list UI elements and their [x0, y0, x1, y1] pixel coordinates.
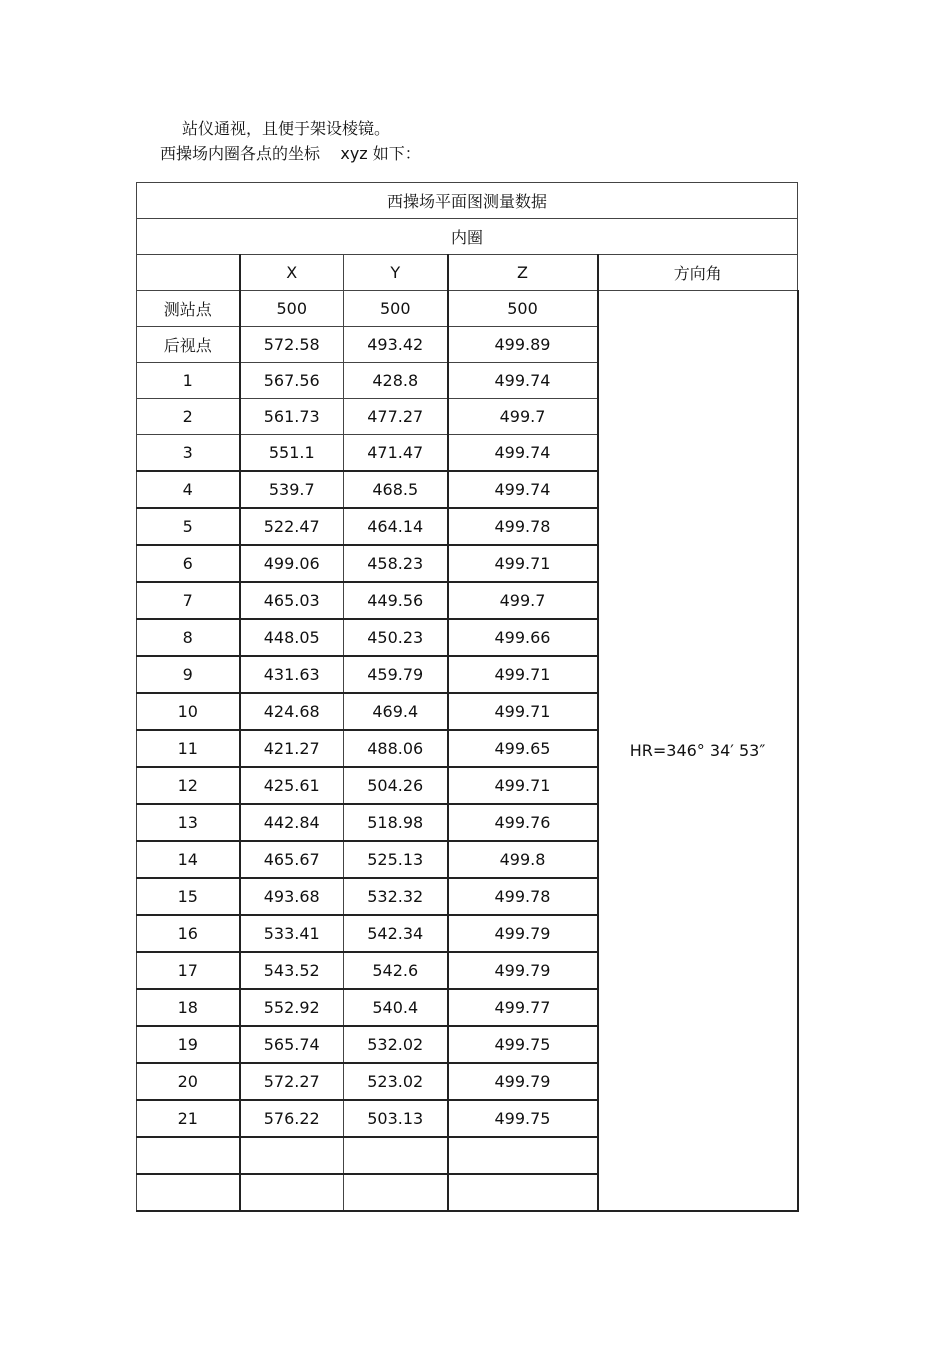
point-label-cell: 18: [137, 989, 240, 1026]
coordinate-cell: [448, 1137, 598, 1174]
table-title: 西操场平面图测量数据: [137, 183, 798, 219]
coordinate-cell: 499.74: [448, 471, 598, 508]
point-label-cell: 7: [137, 582, 240, 619]
coordinate-cell: 421.27: [240, 730, 344, 767]
bearing-cell: HR=346° 34′ 53″: [598, 291, 798, 1212]
point-label-cell: 9: [137, 656, 240, 693]
point-label-cell: 13: [137, 804, 240, 841]
coordinate-cell: 425.61: [240, 767, 344, 804]
coordinate-cell: 450.23: [344, 619, 448, 656]
coordinate-cell: 469.4: [344, 693, 448, 730]
coordinate-cell: 499.77: [448, 989, 598, 1026]
coordinate-cell: 499.8: [448, 841, 598, 878]
coordinate-cell: 518.98: [344, 804, 448, 841]
coordinate-cell: 499.7: [448, 399, 598, 435]
coordinate-cell: 464.14: [344, 508, 448, 545]
coordinate-cell: 499.74: [448, 435, 598, 472]
coordinate-cell: 499.78: [448, 508, 598, 545]
coordinate-cell: 499.65: [448, 730, 598, 767]
coordinate-cell: 522.47: [240, 508, 344, 545]
coordinate-cell: 543.52: [240, 952, 344, 989]
coordinate-cell: 525.13: [344, 841, 448, 878]
coordinate-cell: 499.74: [448, 363, 598, 399]
coordinate-cell: [240, 1137, 344, 1174]
coordinate-cell: 500: [448, 291, 598, 327]
point-label-cell: 21: [137, 1100, 240, 1137]
coordinate-cell: 542.34: [344, 915, 448, 952]
table-row: [137, 291, 798, 327]
coordinate-cell: [240, 1174, 344, 1211]
point-label-cell: 10: [137, 693, 240, 730]
header-cell: Y: [344, 255, 448, 291]
coordinate-cell: 468.5: [344, 471, 448, 508]
header-cell: [137, 255, 240, 291]
coordinate-cell: [344, 1174, 448, 1211]
coordinate-cell: 499.76: [448, 804, 598, 841]
coordinate-cell: 499.78: [448, 878, 598, 915]
coordinate-cell: 504.26: [344, 767, 448, 804]
point-label-cell: 测站点: [137, 291, 240, 327]
coordinate-cell: 448.05: [240, 619, 344, 656]
coordinate-cell: 551.1: [240, 435, 344, 472]
coordinate-cell: 499.66: [448, 619, 598, 656]
coordinate-cell: 499.06: [240, 545, 344, 582]
coordinate-cell: 533.41: [240, 915, 344, 952]
point-label-cell: 8: [137, 619, 240, 656]
point-label-cell: 2: [137, 399, 240, 435]
coordinate-cell: 424.68: [240, 693, 344, 730]
coordinate-cell: 552.92: [240, 989, 344, 1026]
point-label-cell: 后视点: [137, 327, 240, 363]
coordinate-cell: 565.74: [240, 1026, 344, 1063]
coordinate-cell: 499.89: [448, 327, 598, 363]
header-cell: Z: [448, 255, 598, 291]
coordinate-cell: 499.79: [448, 915, 598, 952]
coordinate-cell: 539.7: [240, 471, 344, 508]
point-label-cell: 14: [137, 841, 240, 878]
coordinate-cell: 499.71: [448, 767, 598, 804]
point-label-cell: 3: [137, 435, 240, 472]
point-label-cell: 15: [137, 878, 240, 915]
point-label-cell: 5: [137, 508, 240, 545]
point-label-cell: 11: [137, 730, 240, 767]
coordinate-cell: 493.68: [240, 878, 344, 915]
coordinate-cell: 499.71: [448, 693, 598, 730]
table-subtitle: 内圈: [137, 219, 798, 255]
point-label-cell: [137, 1174, 240, 1211]
point-label-cell: 17: [137, 952, 240, 989]
point-label-cell: 6: [137, 545, 240, 582]
coordinate-cell: 449.56: [344, 582, 448, 619]
point-label-cell: 19: [137, 1026, 240, 1063]
coordinate-cell: 428.8: [344, 363, 448, 399]
coordinate-cell: 471.47: [344, 435, 448, 472]
coordinate-cell: 572.27: [240, 1063, 344, 1100]
coordinate-cell: 477.27: [344, 399, 448, 435]
coordinate-cell: 523.02: [344, 1063, 448, 1100]
coordinate-cell: 503.13: [344, 1100, 448, 1137]
coordinate-cell: 561.73: [240, 399, 344, 435]
point-label-cell: 16: [137, 915, 240, 952]
coordinate-cell: 493.42: [344, 327, 448, 363]
coordinate-cell: 532.02: [344, 1026, 448, 1063]
point-label-cell: 20: [137, 1063, 240, 1100]
point-label-cell: 1: [137, 363, 240, 399]
survey-data-table: [136, 182, 799, 1212]
coordinate-cell: 459.79: [344, 656, 448, 693]
coordinate-cell: 572.58: [240, 327, 344, 363]
coordinate-cell: 499.7: [448, 582, 598, 619]
coordinate-cell: 442.84: [240, 804, 344, 841]
coordinate-cell: [448, 1174, 598, 1211]
coordinate-cell: 499.71: [448, 545, 598, 582]
point-label-cell: [137, 1137, 240, 1174]
coordinate-cell: 465.03: [240, 582, 344, 619]
intro-line-2: 西操场内圈各点的坐标 xyz 如下：: [160, 144, 421, 163]
intro-line-1: 站仪通视，且便于架设棱镜。: [182, 119, 391, 138]
coordinate-cell: 499.79: [448, 952, 598, 989]
coordinate-cell: 532.32: [344, 878, 448, 915]
header-row: [137, 255, 798, 291]
coordinate-cell: 465.67: [240, 841, 344, 878]
coordinate-cell: 499.79: [448, 1063, 598, 1100]
coordinate-cell: 458.23: [344, 545, 448, 582]
header-cell: X: [240, 255, 344, 291]
coordinate-cell: 576.22: [240, 1100, 344, 1137]
coordinate-cell: 499.75: [448, 1026, 598, 1063]
coordinate-cell: 500: [344, 291, 448, 327]
coordinate-cell: 567.56: [240, 363, 344, 399]
point-label-cell: 4: [137, 471, 240, 508]
coordinate-cell: 540.4: [344, 989, 448, 1026]
point-label-cell: 12: [137, 767, 240, 804]
header-cell: 方向角: [598, 255, 798, 291]
coordinate-cell: 499.75: [448, 1100, 598, 1137]
coordinate-cell: 488.06: [344, 730, 448, 767]
coordinate-cell: [344, 1137, 448, 1174]
coordinate-cell: 500: [240, 291, 344, 327]
coordinate-cell: 431.63: [240, 656, 344, 693]
coordinate-cell: 542.6: [344, 952, 448, 989]
coordinate-cell: 499.71: [448, 656, 598, 693]
